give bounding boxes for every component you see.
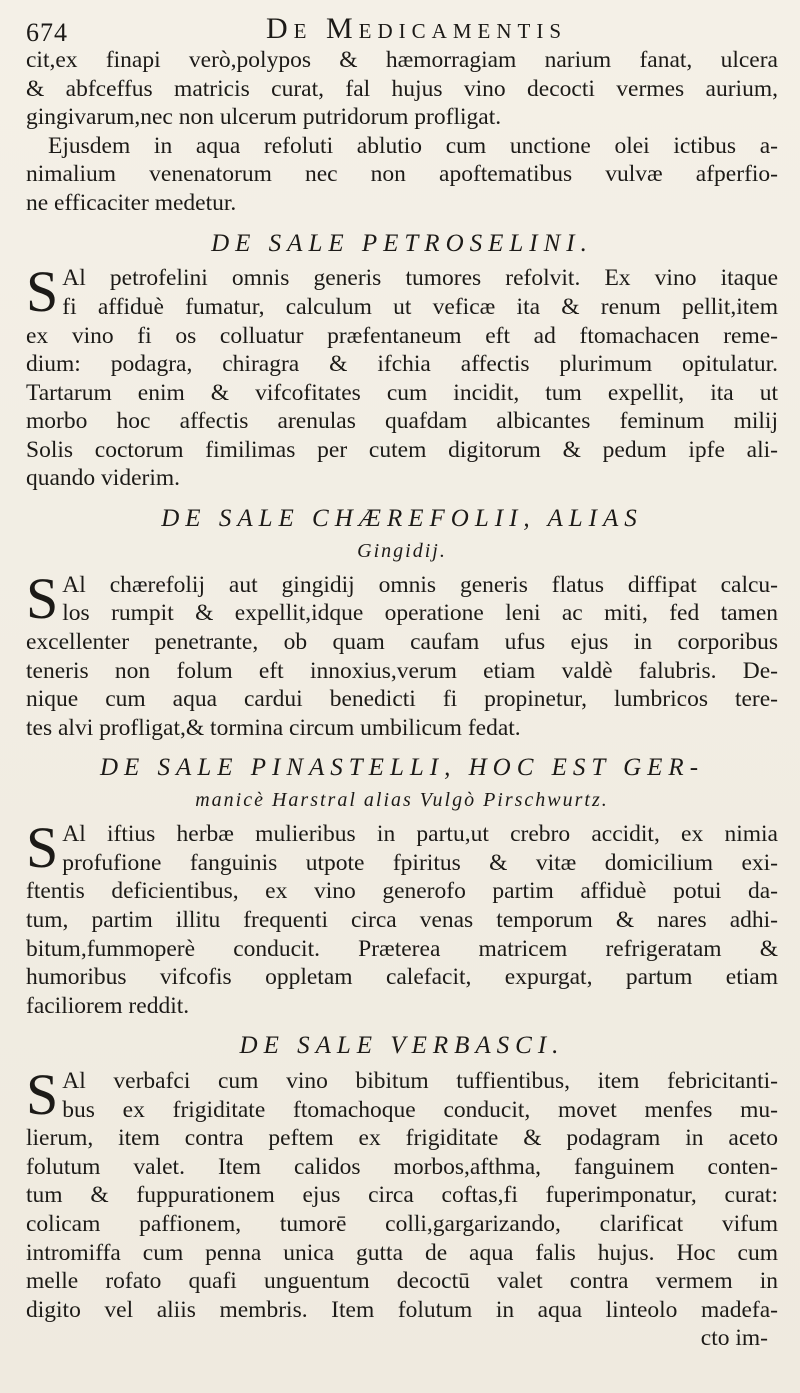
text-line: tum & fuppurationem ejus circa coftas,fi fuperimponatur, curat:: [26, 1182, 778, 1209]
text-line: ftentis deficientibus, ex vino generofo partim affiduè potui da-: [26, 878, 778, 905]
text-line: Al petrofelini omnis generis tumores refolvit. Ex vino itaque: [62, 265, 778, 292]
drop-cap: S: [26, 1062, 59, 1128]
text-line: & abfceffus matricis curat, fal hujus vino decocti vermes aurium,: [26, 75, 778, 102]
drop-cap: S: [26, 815, 59, 881]
section-subheading: manicè Harstral alias Vulgò Pirschwurtz.: [195, 789, 609, 812]
drop-cap: S: [26, 565, 59, 631]
section-pinastelli: [26, 754, 778, 1020]
text-line: teneris non folum eft innoxius,verum etiam valdè falubris. De-: [26, 657, 778, 684]
text-line: folutum valet. Item calidos morbos,afthma, fanguinem conten-: [26, 1153, 778, 1180]
section-subheading: Gingidij.: [357, 539, 447, 562]
section-chaerefolii: [26, 505, 778, 742]
text-line: morbo hoc affectis arenulas quafdam albicantes feminum milij: [26, 408, 778, 435]
text-line: ex vino fi os colluatur præfentaneum eft ad ftomachacen reme-: [26, 322, 778, 349]
text-line: Al verbafci cum vino bibitum tuffientibus, item febricitanti-: [62, 1068, 778, 1095]
text-line: Ejusdem in aqua refoluti ablutio cum unctione olei ictibus a-: [48, 132, 778, 159]
text-line: Solis coctorum fimilimas per cutem digitorum & pedum ipfe ali-: [26, 436, 778, 463]
text-line: dium: podagra, chiragra & ifchia affectis plurimum opitulatur.: [26, 351, 778, 378]
text-line: colicam paffionem, tumorē colli,gargarizando, clarificat vifum: [26, 1211, 778, 1237]
intro-text: [26, 46, 778, 218]
text-line: nique cum aqua cardui benedicti fi propinetur, lumbricos tere-: [26, 686, 778, 713]
section-petroselini: [26, 230, 778, 494]
section-text: [26, 565, 778, 743]
section-heading: DE SALE PETROSELINI.: [211, 229, 593, 257]
text-line: nimalium venenatorum nec non apoftematibus vulvæ afperfio-: [26, 161, 778, 188]
text-line: profufione fanguinis utpote fpiritus & vitæ domicilium exi-: [62, 849, 778, 876]
text-line: excellenter penetrante, ob quam caufam ufus ejus in corporibus: [26, 629, 778, 655]
text-line: tum, partim illitu frequenti circa venas temporum & nares adhi-: [26, 906, 778, 933]
text-line: digito vel aliis membris. Item folutum in aqua linteolo madefa-: [26, 1296, 778, 1323]
text-line: Al chærefolij aut gingidij omnis generis flatus diffipat calcu-: [62, 571, 778, 598]
text-line: intromiffa cum penna unica gutta de aqua falis hujus. Hoc cum: [26, 1239, 778, 1266]
section-verbasci: [26, 1032, 778, 1353]
page-number: 674: [26, 18, 68, 47]
intro-paragraph: [26, 46, 778, 218]
text-line: Tartarum enim & vifcofitates cum incidit, tum expellit, ita ut: [26, 379, 778, 406]
section-text: [26, 259, 778, 493]
text-line: lierum, item contra peftem ex frigiditate & podagram in aceto: [26, 1125, 778, 1152]
section-heading: DE SALE CHÆREFOLII, ALIAS: [161, 505, 643, 533]
text-line: cit,ex finapi verò,polypos & hæmorragiam narium fanat, ulcera: [26, 47, 778, 73]
text-line: ne efficaciter medetur.: [26, 189, 237, 216]
text-line: bitum,fummoperè conducit. Præterea matricem refrigeratam &: [26, 935, 778, 962]
running-title: De Medicamentis: [266, 12, 567, 45]
text-line: melle rofato quafi unguentum decoctū valet contra vermem in: [26, 1268, 778, 1295]
text-line: los rumpit & expellit,idque operatione leni ac miti, fed tamen: [62, 600, 778, 627]
section-heading: DE SALE VERBASCI.: [239, 1032, 565, 1060]
section-heading: DE SALE PINASTELLI, HOC EST GER-: [99, 754, 705, 782]
section-text: [26, 815, 778, 1020]
text-line: humoribus vifcofis oppletam calefacit, expurgat, partum etiam: [26, 964, 778, 991]
catchword: cto im-: [700, 1325, 768, 1352]
section-text: [26, 1062, 778, 1353]
text-line: quando viderim.: [26, 465, 181, 492]
text-line: faciliorem reddit.: [26, 992, 190, 1019]
drop-cap: S: [26, 259, 59, 325]
text-line: fi affiduè fumatur, calculum ut veficæ ita & renum pellit,item: [62, 293, 778, 320]
running-head: [26, 12, 778, 46]
text-line: bus ex frigiditate ftomachoque conducit, movet menfes mu-: [62, 1096, 778, 1123]
text-line: Al iftius herbæ mulieribus in partu,ut crebro accidit, ex nimia: [62, 821, 778, 848]
text-line: gingivarum,nec non ulcerum putridorum profligat.: [26, 104, 502, 131]
text-line: tes alvi profligat,& tormina circum umbilicum fedat.: [26, 714, 521, 741]
